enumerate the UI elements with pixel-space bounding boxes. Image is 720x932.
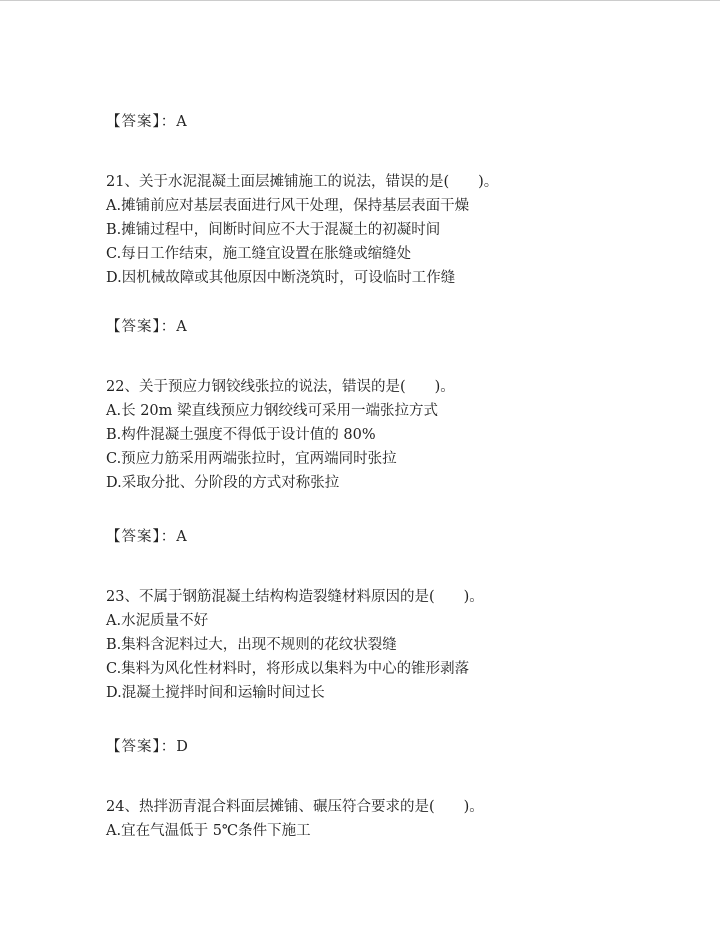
question-stem: 22、关于预应力钢铰线张拉的说法，错误的是( )。 <box>106 379 455 395</box>
option-d: D.采取分批、分阶段的方式对称张拉 <box>106 475 340 491</box>
option-c: C.每日工作结束，施工缝宜设置在胀缝或缩缝处 <box>106 246 412 262</box>
answer-line: 【答案】：A <box>106 319 188 335</box>
answer-line: 【答案】：A <box>106 114 188 130</box>
option-c: C.预应力筋采用两端张拉时，宜两端同时张拉 <box>106 451 397 467</box>
option-d: D.混凝土搅拌时间和运输时间过长 <box>106 685 325 701</box>
question-stem: 21、关于水泥混凝土面层摊铺施工的说法，错误的是( )。 <box>106 174 499 190</box>
page-top-border <box>0 0 720 1</box>
option-a: A.水泥质量不好 <box>106 613 209 629</box>
question-stem: 23、不属于钢筋混凝土结构构造裂缝材料原因的是( )。 <box>106 589 484 605</box>
option-b: B.构件混凝土强度不得低于设计值的 80% <box>106 427 376 443</box>
question-block-23 <box>106 585 484 705</box>
option-d: D.因机械故障或其他原因中断浇筑时，可设临时工作缝 <box>106 270 456 286</box>
option-c: C.集料为风化性材料时，将形成以集料为中心的锥形剥落 <box>106 661 470 677</box>
question-stem: 24、热拌沥青混合料面层摊铺、碾压符合要求的是( )。 <box>106 799 484 815</box>
answer-line: 【答案】：D <box>106 739 189 755</box>
option-a: A.摊铺前应对基层表面进行风干处理，保持基层表面干燥 <box>106 198 470 214</box>
option-b: B.摊铺过程中，间断时间应不大于混凝土的初凝时间 <box>106 222 441 238</box>
option-a: A.长 20m 梁直线预应力钢绞线可采用一端张拉方式 <box>106 403 438 419</box>
answer-line: 【答案】：A <box>106 529 188 545</box>
option-b: B.集料含泥料过大，出现不规则的花纹状裂缝 <box>106 637 397 653</box>
question-block-21 <box>106 170 498 290</box>
question-block-24 <box>106 795 484 843</box>
question-block-22 <box>106 375 455 495</box>
option-a: A.宜在气温低于 5℃条件下施工 <box>106 823 311 839</box>
